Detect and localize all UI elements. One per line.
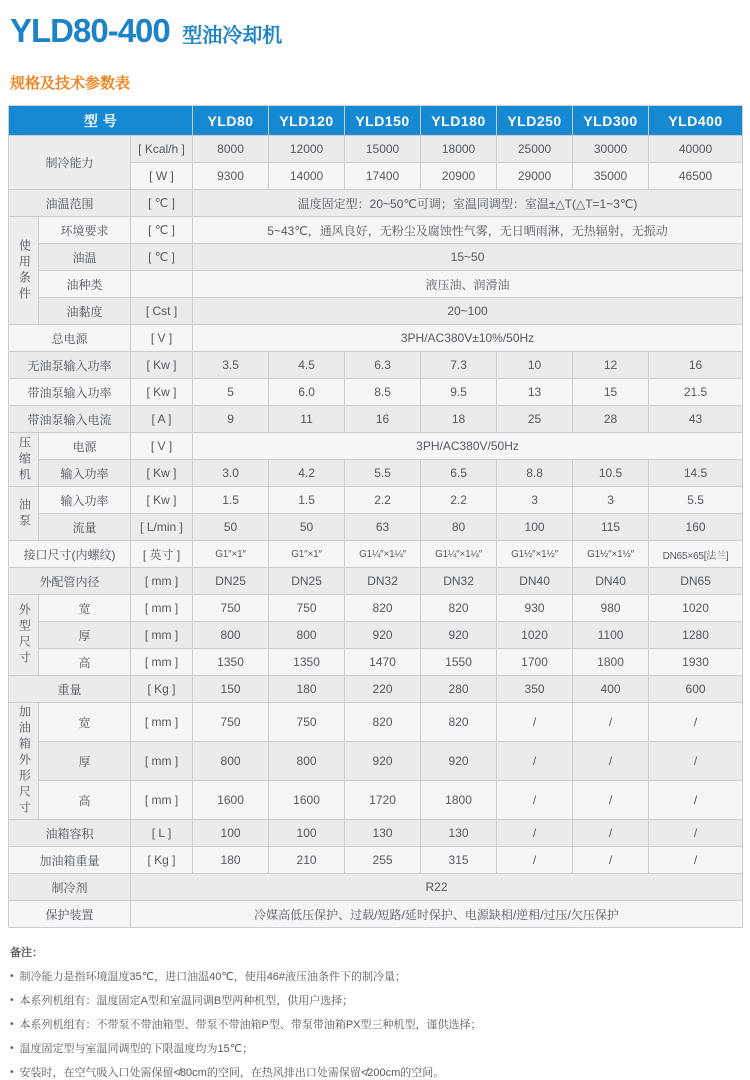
value-cell: 130 [421,820,497,847]
unit-cell: [ mm ] [131,622,193,649]
row-label-cell: 无油泵输入功率 [9,352,131,379]
value-cell: 3.5 [193,352,269,379]
value-cell: 9300 [193,163,269,190]
value-cell: 800 [269,742,345,781]
value-cell: 1470 [345,649,421,676]
value-cell: 18 [421,406,497,433]
unit-cell: [ mm ] [131,781,193,820]
value-cell: 1.5 [193,487,269,514]
row-label-cell: 带油泵输入电流 [9,406,131,433]
value-cell: 920 [345,622,421,649]
note-text: 制冷能力是指环境温度35℃，进口油温40℃，使用46#液压油条件下的制冷量； [19,971,407,983]
value-cell: 15000 [345,136,421,163]
value-cell: 750 [193,595,269,622]
value-cell: 14000 [269,163,345,190]
table-row [9,379,743,406]
model-column-header: YLD300 [573,106,649,136]
page-title [8,8,742,50]
value-cell: 930 [497,595,573,622]
table-row [9,190,743,217]
row-label-cell: 油种类 [39,271,131,298]
value-cell: 100 [497,514,573,541]
table-row [9,742,743,781]
table-row [9,136,743,163]
value-cell: G1½″×1½″ [497,541,573,568]
value-cell: / [497,820,573,847]
value-cell: 800 [193,622,269,649]
value-cell: G1½″×1½″ [573,541,649,568]
model-column-header: YLD120 [269,106,345,136]
value-cell: 15 [573,379,649,406]
value-cell: 100 [269,820,345,847]
section-subtitle: 规格及技术参数表 [10,75,131,92]
span-value-cell: 3PH/AC380V/50Hz [193,433,743,460]
value-cell: 1.5 [269,487,345,514]
value-cell: / [649,703,743,742]
table-row [9,298,743,325]
row-label-cell: 输入功率 [39,460,131,487]
value-cell: 16 [345,406,421,433]
note-item [10,1064,742,1080]
value-cell: 4.2 [269,460,345,487]
bullet-icon: • [10,971,14,982]
value-cell: / [497,847,573,874]
value-cell: 600 [649,676,743,703]
note-item [10,968,742,984]
unit-cell: [ mm ] [131,568,193,595]
value-cell: 6.0 [269,379,345,406]
value-cell: 46500 [649,163,743,190]
value-cell: 750 [269,595,345,622]
group-label-cell: 油泵 [9,487,39,541]
row-label-cell: 厚 [39,742,131,781]
row-label-cell: 加油箱重量 [9,847,131,874]
row-label-cell: 保护装置 [9,901,131,928]
note-item [10,992,742,1008]
value-cell: 6.5 [421,460,497,487]
value-cell: 6.3 [345,352,421,379]
value-cell: 1100 [573,622,649,649]
value-cell: 63 [345,514,421,541]
row-label-cell: 高 [39,649,131,676]
row-label-cell: 油温 [39,244,131,271]
row-label-cell: 电源 [39,433,131,460]
value-cell: / [573,703,649,742]
table-row [9,460,743,487]
model-header-label: 型 号 [9,106,193,136]
table-row [9,703,743,742]
span-value-cell: 冷媒高低压保护、过载/短路/延时保护、电源缺相/逆相/过压/欠压保护 [131,901,743,928]
note-text: 温度固定型与室温同调型的下限温度均为15℃； [19,1043,254,1055]
row-label-cell: 流量 [39,514,131,541]
unit-cell: [ mm ] [131,595,193,622]
value-cell: / [649,781,743,820]
value-cell: 920 [421,742,497,781]
value-cell: G1¼″×1¼″ [345,541,421,568]
spec-table-body [9,136,743,928]
span-value-cell: 20~100 [193,298,743,325]
unit-cell: [ 英寸 ] [131,541,193,568]
group-label-cell: 外型尺寸 [9,595,39,676]
value-cell: 115 [573,514,649,541]
value-cell: 5 [193,379,269,406]
group-label-cell: 加油箱外形尺寸 [9,703,39,820]
value-cell: 80 [421,514,497,541]
value-cell: 5.5 [345,460,421,487]
model-column-header: YLD250 [497,106,573,136]
value-cell: 1350 [269,649,345,676]
value-cell: G1″×1″ [193,541,269,568]
unit-cell: [ V ] [131,433,193,460]
value-cell: 315 [421,847,497,874]
table-row [9,781,743,820]
row-label-cell: 油温范围 [9,190,131,217]
value-cell: 29000 [497,163,573,190]
unit-cell: [ A ] [131,406,193,433]
title-model: YLD80-400 [10,12,170,49]
value-cell: 1930 [649,649,743,676]
unit-cell: [ mm ] [131,649,193,676]
value-cell: 400 [573,676,649,703]
value-cell: 8.5 [345,379,421,406]
value-cell: DN40 [573,568,649,595]
model-column-header: YLD150 [345,106,421,136]
model-column-header: YLD180 [421,106,497,136]
value-cell: 180 [269,676,345,703]
value-cell: / [497,781,573,820]
value-cell: 280 [421,676,497,703]
note-text: 本系列机组有：不带泵不带油箱型、带泵不带油箱P型、带泵带油箱PX型三种机型，谨供选择； [19,1019,482,1031]
row-label-cell: 环境要求 [39,217,131,244]
value-cell: 1550 [421,649,497,676]
value-cell: DN32 [345,568,421,595]
value-cell: 14.5 [649,460,743,487]
value-cell: 1700 [497,649,573,676]
value-cell: 50 [193,514,269,541]
row-label-cell: 宽 [39,595,131,622]
row-label-cell: 宽 [39,703,131,742]
row-label-cell: 带油泵输入功率 [9,379,131,406]
unit-cell: [ L ] [131,820,193,847]
value-cell: DN65×65[法兰] [649,541,743,568]
value-cell: 150 [193,676,269,703]
unit-cell: [ Kg ] [131,847,193,874]
value-cell: 350 [497,676,573,703]
value-cell: 10.5 [573,460,649,487]
unit-cell: [ ℃ ] [131,190,193,217]
table-row [9,820,743,847]
value-cell: 1600 [193,781,269,820]
row-label-cell: 制冷剂 [9,874,131,901]
value-cell: DN25 [193,568,269,595]
value-cell: 13 [497,379,573,406]
unit-cell: [ W ] [131,163,193,190]
value-cell: 820 [421,595,497,622]
value-cell: 100 [193,820,269,847]
value-cell: 2.2 [345,487,421,514]
notes-list [10,968,742,1080]
table-row [9,649,743,676]
notes-section [8,944,742,1080]
unit-cell: [ ℃ ] [131,244,193,271]
value-cell: 980 [573,595,649,622]
table-row [9,352,743,379]
value-cell: 50 [269,514,345,541]
value-cell: 220 [345,676,421,703]
note-text: 本系列机组有：温度固定A型和室温同调B型两种机型，供用户选择； [19,995,354,1007]
unit-cell: [ Kcal/h ] [131,136,193,163]
value-cell: 30000 [573,136,649,163]
value-cell: 18000 [421,136,497,163]
value-cell: 5.5 [649,487,743,514]
table-row [9,217,743,244]
span-value-cell: 5~43℃，通风良好，无粉尘及腐蚀性气雾，无日晒雨淋，无热辐射，无振动 [193,217,743,244]
value-cell: 1800 [573,649,649,676]
value-cell: / [573,781,649,820]
value-cell: 40000 [649,136,743,163]
table-row [9,901,743,928]
value-cell: 130 [345,820,421,847]
value-cell: 750 [269,703,345,742]
value-cell: 920 [345,742,421,781]
value-cell: / [573,742,649,781]
value-cell: DN32 [421,568,497,595]
note-text: 安装时，在空气吸入口处需保留≮80cm的空间，在热风排出口处需保留≮200cm的空间。 [19,1067,445,1079]
value-cell: 920 [421,622,497,649]
value-cell: 17400 [345,163,421,190]
span-value-cell: 液压油、润滑油 [193,271,743,298]
value-cell: 11 [269,406,345,433]
span-value-cell: 温度固定型：20~50℃可调；室温同调型：室温±△T(△T=1~3℃) [193,190,743,217]
value-cell: 8000 [193,136,269,163]
value-cell: 210 [269,847,345,874]
value-cell: / [573,820,649,847]
note-item [10,1040,742,1056]
value-cell: 800 [193,742,269,781]
row-label-cell: 厚 [39,622,131,649]
unit-cell: [ V ] [131,325,193,352]
value-cell: G1″×1″ [269,541,345,568]
unit-cell: [ L/min ] [131,514,193,541]
value-cell: 800 [269,622,345,649]
group-label-cell: 压缩机 [9,433,39,487]
value-cell: 750 [193,703,269,742]
value-cell: 1350 [193,649,269,676]
row-label-cell: 油黏度 [39,298,131,325]
value-cell: DN65 [649,568,743,595]
table-row [9,271,743,298]
model-column-header: YLD400 [649,106,743,136]
unit-cell [131,271,193,298]
value-cell: 3 [497,487,573,514]
unit-cell: [ Kw ] [131,352,193,379]
value-cell: DN25 [269,568,345,595]
value-cell: 1280 [649,622,743,649]
value-cell: 1720 [345,781,421,820]
value-cell: 820 [345,703,421,742]
value-cell: 28 [573,406,649,433]
unit-cell: [ mm ] [131,742,193,781]
value-cell: / [573,847,649,874]
bullet-icon: • [10,1019,14,1030]
group-label-cell: 使用条件 [9,217,39,325]
note-item [10,1016,742,1032]
table-header-row [9,106,743,136]
row-label-cell: 高 [39,781,131,820]
value-cell: 2.2 [421,487,497,514]
span-value-cell: 3PH/AC380V±10%/50Hz [193,325,743,352]
unit-cell: [ mm ] [131,703,193,742]
row-label-cell: 重量 [9,676,131,703]
value-cell: 16 [649,352,743,379]
row-label-cell: 制冷能力 [9,136,131,190]
value-cell: 10 [497,352,573,379]
table-row [9,595,743,622]
value-cell: 7.3 [421,352,497,379]
value-cell: G1¼″×1¼″ [421,541,497,568]
value-cell: 1020 [497,622,573,649]
value-cell: 20900 [421,163,497,190]
unit-cell: [ Kw ] [131,487,193,514]
value-cell: / [649,847,743,874]
value-cell: 820 [345,595,421,622]
value-cell: 4.5 [269,352,345,379]
row-label-cell: 输入功率 [39,487,131,514]
unit-cell: [ Kg ] [131,676,193,703]
spec-table [8,105,743,928]
span-value-cell: R22 [131,874,743,901]
value-cell: / [649,820,743,847]
unit-cell: [ Kw ] [131,460,193,487]
table-row [9,514,743,541]
value-cell: 9 [193,406,269,433]
value-cell: 25 [497,406,573,433]
row-label-cell: 接口尺寸(内螺纹) [9,541,131,568]
title-suffix: 型油冷却机 [182,25,283,47]
table-row [9,622,743,649]
value-cell: 1020 [649,595,743,622]
value-cell: 255 [345,847,421,874]
value-cell: 1600 [269,781,345,820]
table-row [9,676,743,703]
unit-cell: [ ℃ ] [131,217,193,244]
table-row [9,874,743,901]
value-cell: 25000 [497,136,573,163]
notes-title: 备注： [10,947,43,959]
bullet-icon: • [10,1067,14,1078]
table-row [9,541,743,568]
row-label-cell: 外配管内径 [9,568,131,595]
value-cell: 1800 [421,781,497,820]
value-cell: DN40 [497,568,573,595]
value-cell: 3 [573,487,649,514]
bullet-icon: • [10,995,14,1006]
value-cell: / [497,742,573,781]
table-row [9,406,743,433]
value-cell: 9.5 [421,379,497,406]
table-row [9,325,743,352]
table-row [9,244,743,271]
value-cell: / [649,742,743,781]
value-cell: 12 [573,352,649,379]
value-cell: 35000 [573,163,649,190]
value-cell: 820 [421,703,497,742]
value-cell: 43 [649,406,743,433]
row-label-cell: 总电源 [9,325,131,352]
table-row [9,847,743,874]
unit-cell: [ Kw ] [131,379,193,406]
value-cell: 180 [193,847,269,874]
table-row [9,433,743,460]
value-cell: 160 [649,514,743,541]
row-label-cell: 油箱容积 [9,820,131,847]
unit-cell: [ Cst ] [131,298,193,325]
span-value-cell: 15~50 [193,244,743,271]
value-cell: 12000 [269,136,345,163]
table-row [9,568,743,595]
value-cell: 3.0 [193,460,269,487]
value-cell: 21.5 [649,379,743,406]
value-cell: / [497,703,573,742]
model-column-header: YLD80 [193,106,269,136]
value-cell: 8.8 [497,460,573,487]
table-row [9,487,743,514]
bullet-icon: • [10,1043,14,1054]
